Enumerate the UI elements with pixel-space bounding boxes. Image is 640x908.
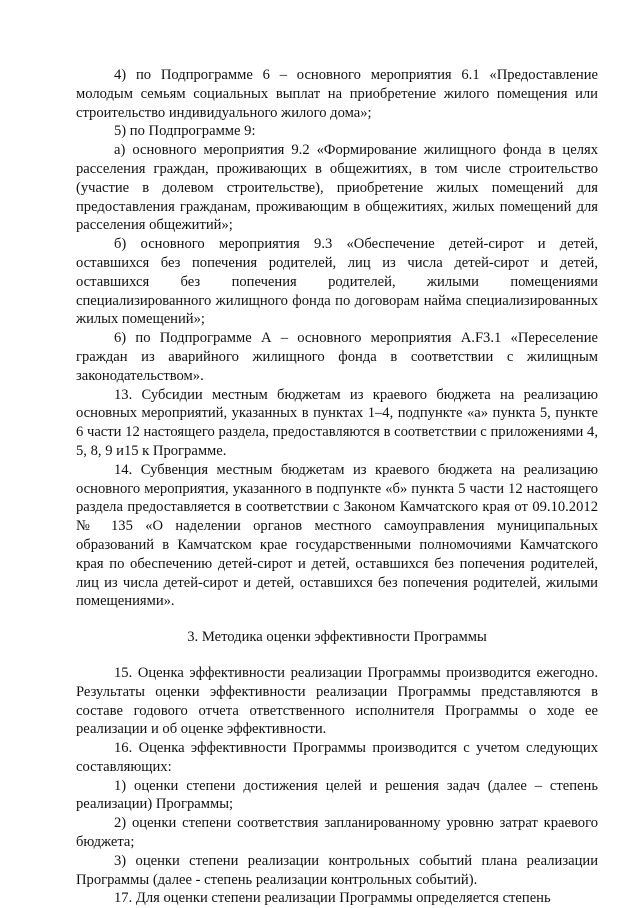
section-heading: 3. Методика оценки эффективности Программы [187, 629, 487, 646]
paragraph-15: 15. Оценка эффективности реализации Программы производится ежегодно. Результаты оценки эффективности реализации Программы представляются в составе годового отчета ответственного исполнителя Программы о ходе ее реализации и об оценке эффективности. [76, 664, 598, 738]
list-item-1: 1) оценки степени достижения целей и решения задач (далее – степень реализации) Программы; [76, 777, 598, 813]
list-item-3: 3) оценки степени реализации контрольных событий плана реализации Программы (далее - степень реализации контрольных событий). [76, 852, 598, 888]
document-page [76, 66, 598, 908]
list-item-2: 2) оценки степени соответствия запланированному уровню затрат краевого бюджета; [76, 815, 598, 851]
paragraph-17: 17. Для оценки степени реализации Программы определяется степень [114, 890, 551, 907]
paragraph-subprogram-6: 4) по Подпрограмме 6 – основного мероприятия 6.1 «Предоставление молодым семьям социальных выплат на приобретение жилого помещения или строительство индивидуального жилого дома»; [76, 67, 598, 121]
paragraph-13: 13. Субсидии местным бюджетам из краевого бюджета на реализацию основных мероприятий, указанных в пунктах 1–4, подпункте «а» пункта 5, пункте 6 части 12 настоящего раздела, предоставляются в соответствии с приложениями 4, 5, 8, 9 и15 к Программе. [76, 386, 598, 459]
paragraph-subprogram-a: 6) по Подпрограмме А – основного мероприятия А.F3.1 «Переселение граждан из аварийного жилищного фонда в соответствии с жилищным законодательством». [76, 330, 598, 384]
paragraph-14: 14. Субвенция местным бюджетам из краевого бюджета на реализацию основного мероприятия, указанного в подпункте «б» пункта 5 части 12 настоящего раздела предоставляется в соответствии с Законом Камчатского края от 09.10.2012 № 135 «О наделении органов местного самоуправления муниципальных образований в Камчатском крае государственными полномочиями Камчатского края по обеспечению детей-сирот и детей, оставшихся без попечения родителей, лиц из числа детей-сирот и детей, оставшихся без попечения родителей, жилыми помещениями». [76, 461, 598, 610]
paragraph-measure-9-2: а) основного мероприятия 9.2 «Формирование жилищного фонда в целях расселения граждан, проживающих в общежитиях, в том числе строительство (участие в долевом строительстве), приобретение жилых помещений для предоставления гражданам, проживающим в общежитиях, жилых помещений для расселения общежитий»; [76, 142, 598, 234]
paragraph-16: 16. Оценка эффективности Программы производится с учетом следующих составляющих: [76, 740, 598, 775]
paragraph-subprogram-9: 5) по Подпрограмме 9: [114, 123, 256, 140]
paragraph-measure-9-3: б) основного мероприятия 9.3 «Обеспечение детей-сирот и детей, оставшихся без попечения родителей, лиц из числа детей-сирот и детей, оставшихся без попечения родителей, жилыми помещениями специализированного жилищного фонда по договорам найма специализированных жилых помещений»; [76, 236, 598, 328]
